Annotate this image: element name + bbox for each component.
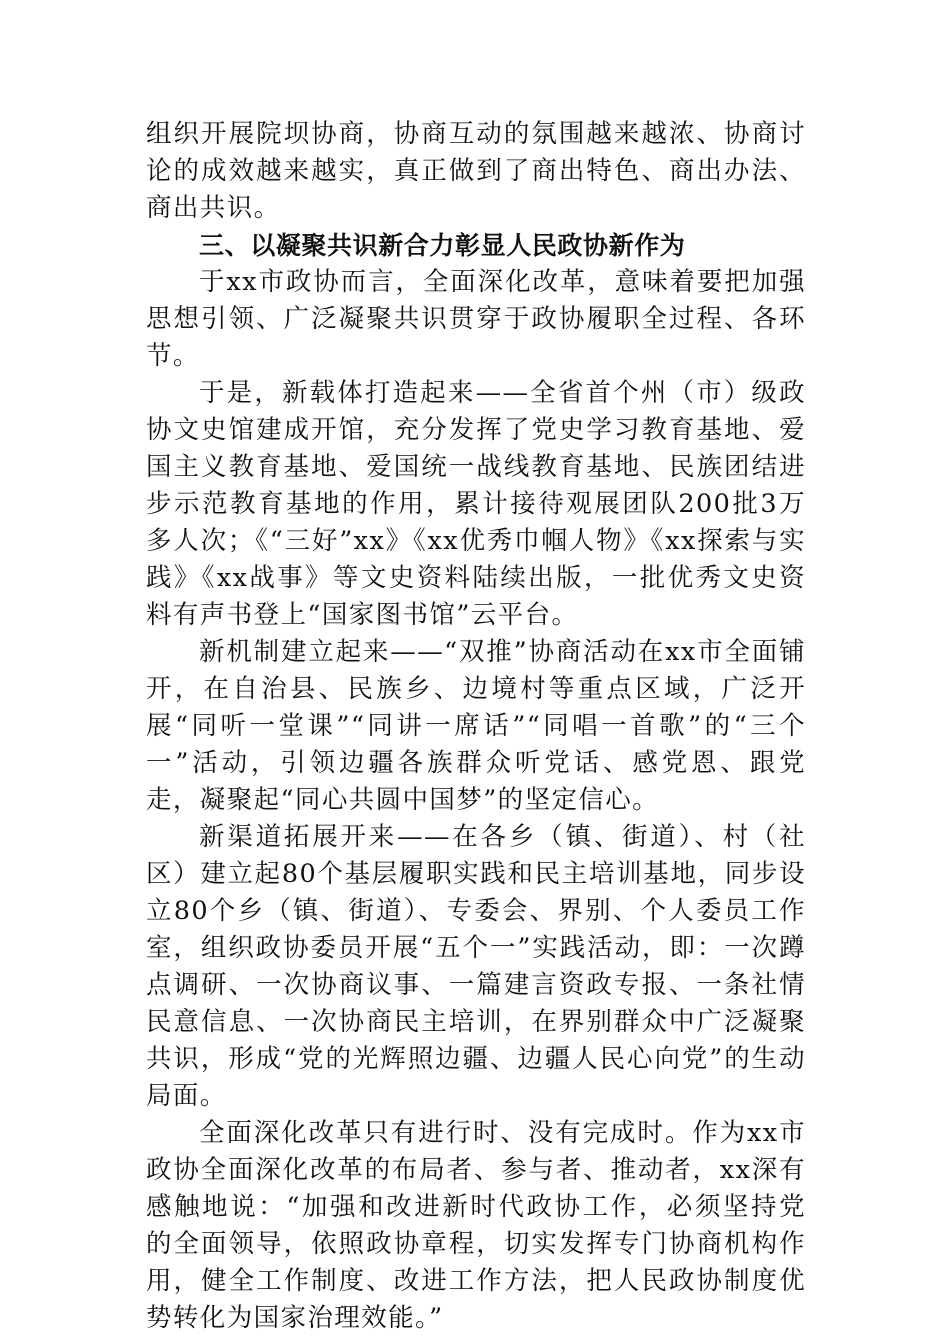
- paragraph-continuation: 组织开展院坝协商，协商互动的氛围越来越浓、协商讨论的成效越来越实，真正做到了商出特色、商出办法、商出共识。: [146, 119, 806, 223]
- document-page: [146, 116, 806, 1337]
- paragraph-new-carrier: 于是，新载体打造起来——全省首个州（市）级政协文史馆建成开馆，充分发挥了党史学习教育基地、爱国主义教育基地、爱国统一战线教育基地、民族团结进步示范教育基地的作用，累计接待观展团队200批3万多人次；《“三好”xx》《xx优秀巾帼人物》《xx探索与实践》《xx战事》等文史资料陆续出版，一批优秀文史资料有声书登上“国家图书馆”云平台。: [146, 378, 806, 630]
- paragraph-new-channel: 新渠道拓展开来——在各乡（镇、街道）、村（社区）建立起80个基层履职实践和民主培训基地，同步设立80个乡（镇、街道）、专委会、界别、个人委员工作室，组织政协委员开展“五个一”实践活动，即：一次蹲点调研、一次协商议事、一篇建言资政专报、一条社情民意信息、一次协商民主培训，在界别群众中广泛凝聚共识，形成“党的光辉照边疆、边疆人民心向党”的生动局面。: [146, 822, 806, 1111]
- paragraph-conclusion: 全面深化改革只有进行时、没有完成时。作为xx市政协全面深化改革的布局者、参与者、推动者，xx深有感触地说：“加强和改进新时代政协工作，必须坚持党的全面领导，依照政协章程，切实发挥专门协商机构作用，健全工作制度、改进工作方法，把人民政协制度优势转化为国家治理效能。”: [146, 1118, 806, 1333]
- paragraph-new-mechanism: 新机制建立起来——“双推”协商活动在xx市全面铺开，在自治县、民族乡、边境村等重点区域，广泛开展“同听一堂课”“同讲一席话”“同唱一首歌”的“三个一”活动，引领边疆各族群众听党话、感党恩、跟党走，凝聚起“同心共圆中国梦”的坚定信心。: [146, 637, 806, 815]
- section-heading: 三、以凝聚共识新合力彰显人民政协新作为: [199, 231, 686, 260]
- paragraph-intro: 于xx市政协而言，全面深化改革，意味着要把加强思想引领、广泛凝聚共识贯穿于政协履职全过程、各环节。: [146, 267, 806, 371]
